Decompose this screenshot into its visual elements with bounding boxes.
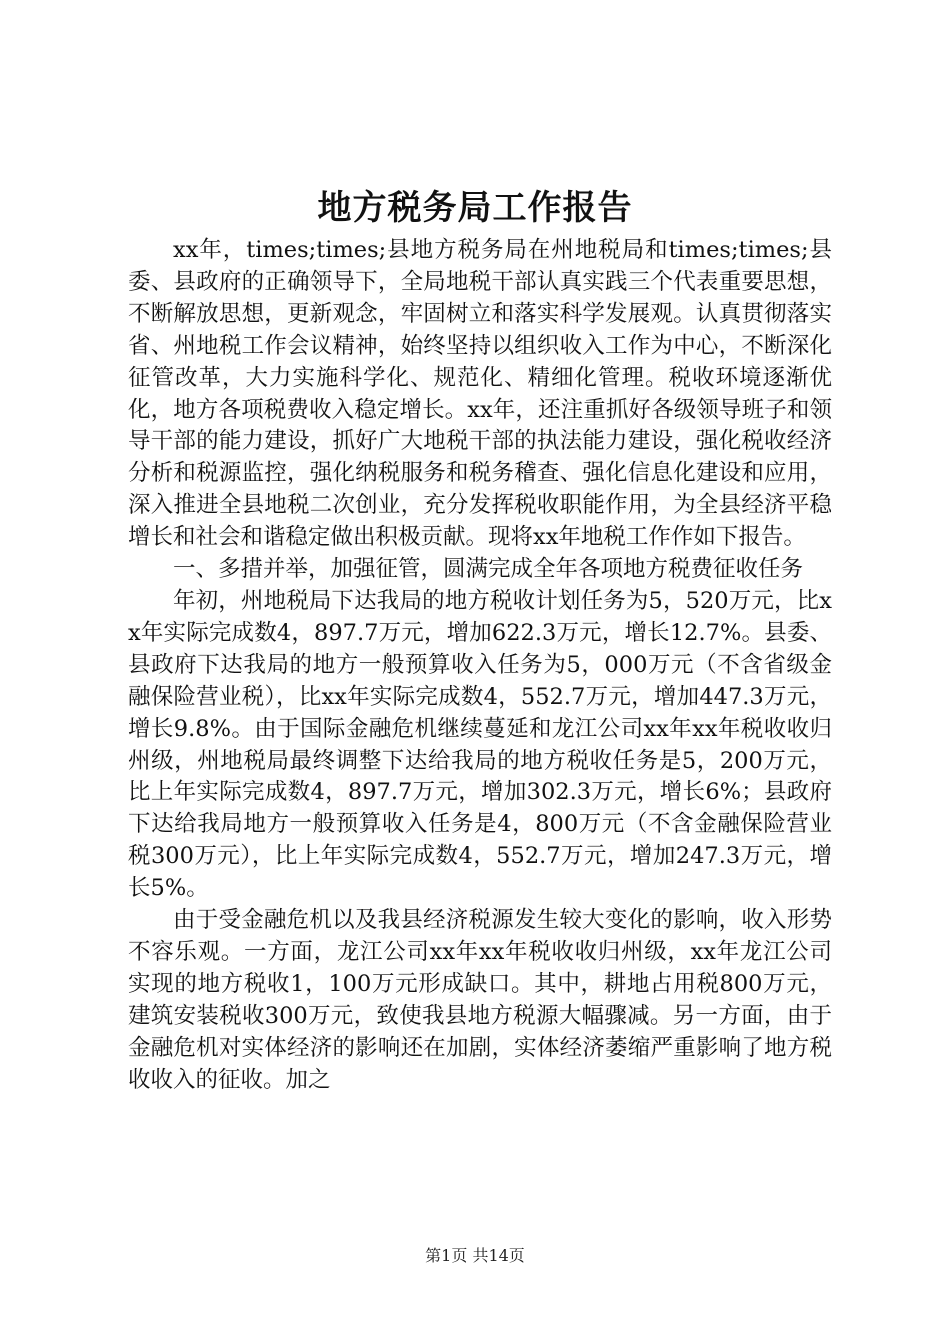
document-title: 地方税务局工作报告 <box>317 188 633 228</box>
page-number: 第1页 共14页 <box>425 1246 525 1265</box>
paragraph-intro: xx年，times;times;县地方税务局在州地税局和times;times;县委、县政府的正确领导下，全局地税干部认真实践三个代表重要思想，不断解放思想，更新观念，牢固树立和落实科学发展观。认真贯彻落实省、州地税工作会议精神，始终坚持以组织收入工作为中心，不断深化征管改革，大力实施科学化、规范化、精细化管理。税收环境逐渐优化，地方各项税费收入稳定增长。xx年，还注重抓好各级领导班子和领导干部的能力建设，抓好广大地税干部的执法能力建设，强化税收经济分析和税源监控，强化纳税服务和税务稽查、强化信息化建设和应用，深入推进全县地税二次创业，充分发挥税收职能作用，为全县经济平稳增长和社会和谐稳定做出积极贡献。现将xx年地税工作作如下报告。 <box>128 237 832 551</box>
paragraph-task-figures: 年初，州地税局下达我局的地方税收计划任务为5，520万元，比xx年实际完成数4，897.7万元，增加622.3万元，增长12.7%。县委、县政府下达我局的地方一般预算收入任务为5，000万元（不含省级金融保险营业税），比xx年实际完成数4，552.7万元，增加447.3万元，增长9.8%。由于国际金融危机继续蔓延和龙江公司xx年xx年税收收归州级，州地税局最终调整下达给我局的地方税收任务是5，200万元，比上年实际完成数4，897.7万元，增加302.3万元，增长6%；县政府下达给我局地方一般预算收入任务是4，800万元（不含金融保险营业税300万元），比上年实际完成数4，552.7万元，增加247.3万元，增长5%。 <box>128 587 832 902</box>
document-body <box>128 235 832 1096</box>
paragraph-revenue-situation: 由于受金融危机以及我县经济税源发生较大变化的影响，收入形势不容乐观。一方面，龙江公司xx年xx年税收收归州级，xx年龙江公司实现的地方税收1，100万元形成缺口。其中，耕地占用税800万元，建筑安装税收300万元，致使我县地方税源大幅骤减。另一方面，由于金融危机对实体经济的影响还在加剧，实体经济萎缩严重影响了地方税收收入的征收。加之 <box>128 907 832 1093</box>
section-heading-1: 一、多措并举，加强征管，圆满完成全年各项地方税费征收任务 <box>173 556 804 583</box>
